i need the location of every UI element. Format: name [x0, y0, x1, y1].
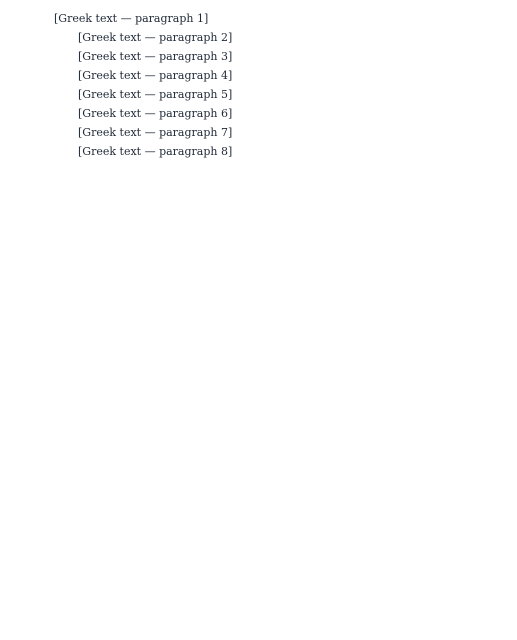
document-paragraph: [Greek text — paragraph 6]	[78, 107, 233, 120]
document-paragraph: [Greek text — paragraph 5]	[78, 88, 233, 101]
document-paragraph: [Greek text — paragraph 8]	[78, 145, 233, 158]
document-paragraph: [Greek text — paragraph 4]	[78, 69, 233, 82]
document-paragraph: [Greek text — paragraph 3]	[78, 50, 233, 63]
document-paragraph: [Greek text — paragraph 2]	[78, 31, 233, 44]
document-paragraph: [Greek text — paragraph 1]	[54, 12, 209, 25]
document-paragraph: [Greek text — paragraph 7]	[78, 126, 233, 139]
